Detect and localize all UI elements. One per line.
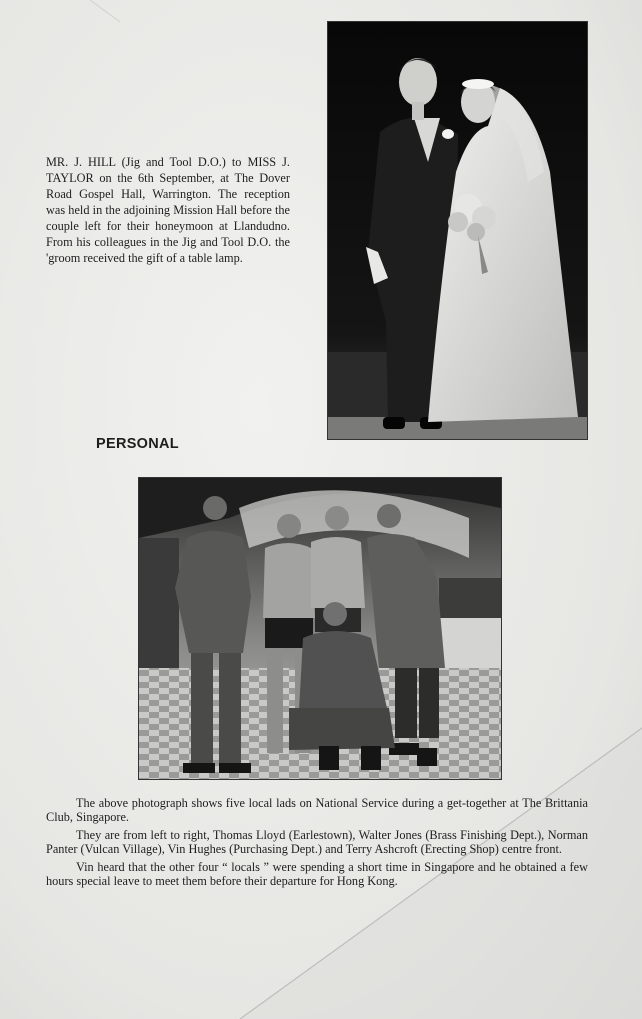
wedding-photo (327, 21, 588, 440)
story-paragraph-1: The above photograph shows five local lads on National Service during a get-together at The Brittania Club, Singapore. (46, 796, 588, 824)
group-photo (138, 477, 502, 780)
wedding-caption: MR. J. HILL (Jig and Tool D.O.) to MISS J. TAYLOR on the 6th September, at The Dover Road Gospel Hall, Warrington. The reception was held in the adjoining Mission Hall before the couple left for their honeymoon at Llandudno. From his colleagues in the Jig and Tool D.O. the 'groom received the gift of a table lamp. (46, 155, 290, 265)
story-paragraph-2: They are from left to right, Thomas Lloyd (Earlestown), Walter Jones (Brass Finishing Dept.), Norman Panter (Vulcan Village), Vin Hughes (Purchasing Dept.) and Terry Ashcroft (Erecting Shop) centre front. (46, 828, 588, 856)
story-text (46, 797, 588, 894)
section-heading: PERSONAL (96, 436, 179, 452)
story-paragraph-3: Vin heard that the other four “ locals ” were spending a short time in Singapore and he obtained a few hours special leave to meet them before their departure for Hong Kong. (46, 860, 588, 888)
